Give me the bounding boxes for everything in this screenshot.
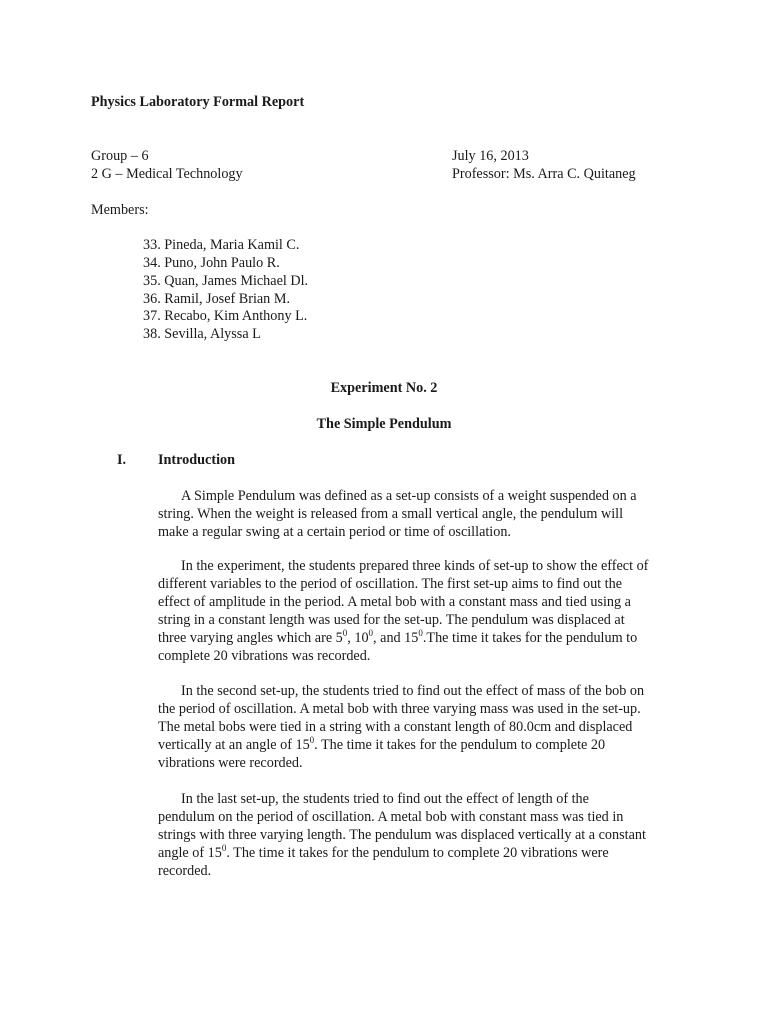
- paragraph-line: The metal bobs were tied in a string with a constant length of 80.0cm and displaced: [158, 719, 633, 735]
- member-item: 34. Puno, John Paulo R.: [143, 255, 280, 271]
- paragraph-line: vibrations were recorded.: [158, 755, 303, 771]
- paragraph-line: different variables to the period of oscillation. The first set-up aims to find out the: [158, 576, 623, 592]
- paragraph-line: In the experiment, the students prepared three kinds of set-up to show the effect of: [181, 558, 649, 574]
- paragraph-line: [158, 629, 688, 647]
- paragraph-line: string in a constant length was used for the set-up. The pendulum was displaced at: [158, 612, 625, 628]
- text-run: vertically at an angle of 15: [158, 737, 310, 753]
- degree-superscript: 0: [309, 735, 315, 745]
- text-run: , 10: [347, 630, 369, 646]
- text-run: . The time it takes for the pendulum to complete 20 vibrations were: [226, 845, 609, 861]
- paragraph-line: recorded.: [158, 863, 212, 879]
- member-item: 35. Quan, James Michael Dl.: [143, 273, 309, 289]
- report-title: Physics Laboratory Formal Report: [91, 94, 305, 110]
- text-run: three varying angles which are 5: [158, 630, 343, 646]
- experiment-number: Experiment No. 2: [330, 380, 438, 396]
- member-item: 33. Pineda, Maria Kamil C.: [143, 237, 300, 253]
- text-run: angle of 15: [158, 845, 222, 861]
- paragraph-line: effect of amplitude in the period. A metal bob with a constant mass and tied using a: [158, 594, 631, 610]
- degree-superscript: 0: [221, 843, 227, 853]
- paragraph-line: pendulum on the period of oscillation. A metal bob with constant mass was tied in: [158, 809, 624, 825]
- paragraph-line: the period of oscillation. A metal bob with three varying mass was used in the set-up.: [158, 701, 641, 717]
- paragraph-line: [158, 844, 688, 862]
- member-item: 37. Recabo, Kim Anthony L.: [143, 308, 308, 324]
- intro-paragraph-4: [158, 790, 688, 880]
- paragraph-line: In the second set-up, the students tried to find out the effect of mass of the bob on: [181, 683, 645, 699]
- degree-superscript: 0: [368, 628, 374, 638]
- section-number: I.: [117, 452, 127, 468]
- experiment-title: The Simple Pendulum: [316, 416, 452, 432]
- member-item: 38. Sevilla, Alyssa L: [143, 326, 261, 342]
- intro-paragraph-2: [158, 557, 688, 665]
- paragraph-line: [158, 736, 688, 754]
- paragraph-line: make a regular swing at a certain period or time of oscillation.: [158, 524, 511, 540]
- member-item: 36. Ramil, Josef Brian M.: [143, 291, 290, 307]
- report-date: July 16, 2013: [452, 148, 529, 164]
- group-label: Group – 6: [91, 148, 149, 164]
- text-run: , and 15: [373, 630, 419, 646]
- paragraph-line: A Simple Pendulum was defined as a set-up consists of a weight suspended on a: [181, 488, 637, 504]
- degree-superscript: 0: [418, 628, 423, 638]
- paragraph-line: string. When the weight is released from a small vertical angle, the pendulum will: [158, 506, 624, 522]
- paragraph-line: strings with three varying length. The pendulum was displaced vertically at a constant: [158, 827, 646, 843]
- paragraph-line: complete 20 vibrations was recorded.: [158, 648, 371, 664]
- text-run: .The time it takes for the pendulum to: [422, 630, 638, 646]
- members-label: Members:: [91, 202, 149, 218]
- text-run: . The time it takes for the pendulum to complete 20: [314, 737, 606, 753]
- degree-superscript: 0: [342, 628, 348, 638]
- intro-paragraph-3: [158, 682, 688, 772]
- paragraph-line: In the last set-up, the students tried to find out the effect of length of the: [181, 791, 589, 807]
- intro-paragraph-1: [158, 487, 688, 541]
- section-label: 2 G – Medical Technology: [91, 166, 243, 182]
- professor-label: Professor: Ms. Arra C. Quitaneg: [452, 166, 636, 182]
- section-heading: Introduction: [158, 452, 235, 468]
